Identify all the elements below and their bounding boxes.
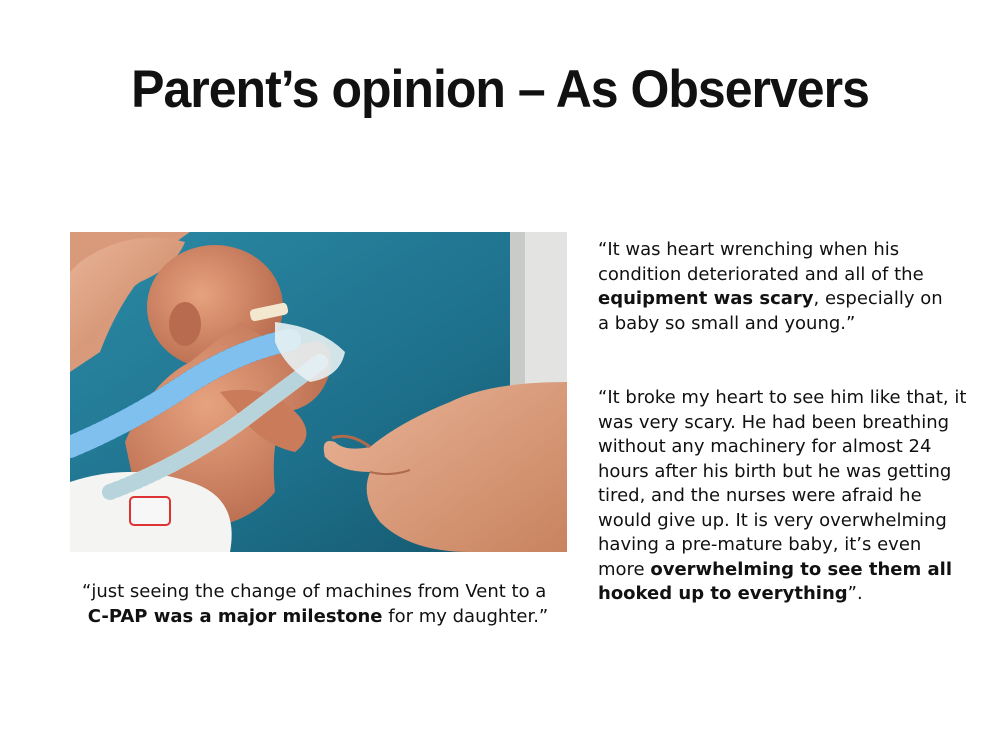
quote-text: ”. [847,583,863,604]
quote-cpap-milestone [82,580,572,629]
quote-emphasis: equipment was scary [598,288,814,309]
photo-illustration [70,232,567,552]
quote-emphasis: C-PAP was a major milestone [87,605,383,627]
premature-baby-photo [70,232,567,552]
slide-title: Parent’s opinion – As Observers [131,59,869,119]
quote-text: “It was heart wrenching when his condition deteriorated and all of the [598,239,924,285]
quote-text: “just seeing the change of machines from Vent to a [82,581,547,602]
quote-heart-broke [598,386,970,607]
quote-equipment-scary [598,238,958,336]
quote-text: “It broke my heart to see him like that, it was very scary. He had been breathing without any machinery for almost 24 hours after his birth but he was getting tired, and the nurses were afraid he would give up. It is very overwhelming having a pre-mature baby, it’s even more [598,387,967,580]
quote-emphasis: overwhelming to see them all hooked up to everything [598,558,953,604]
quote-text: , especially on a baby so small and young.” [598,288,943,334]
quote-text: for my daughter.” [382,605,549,627]
